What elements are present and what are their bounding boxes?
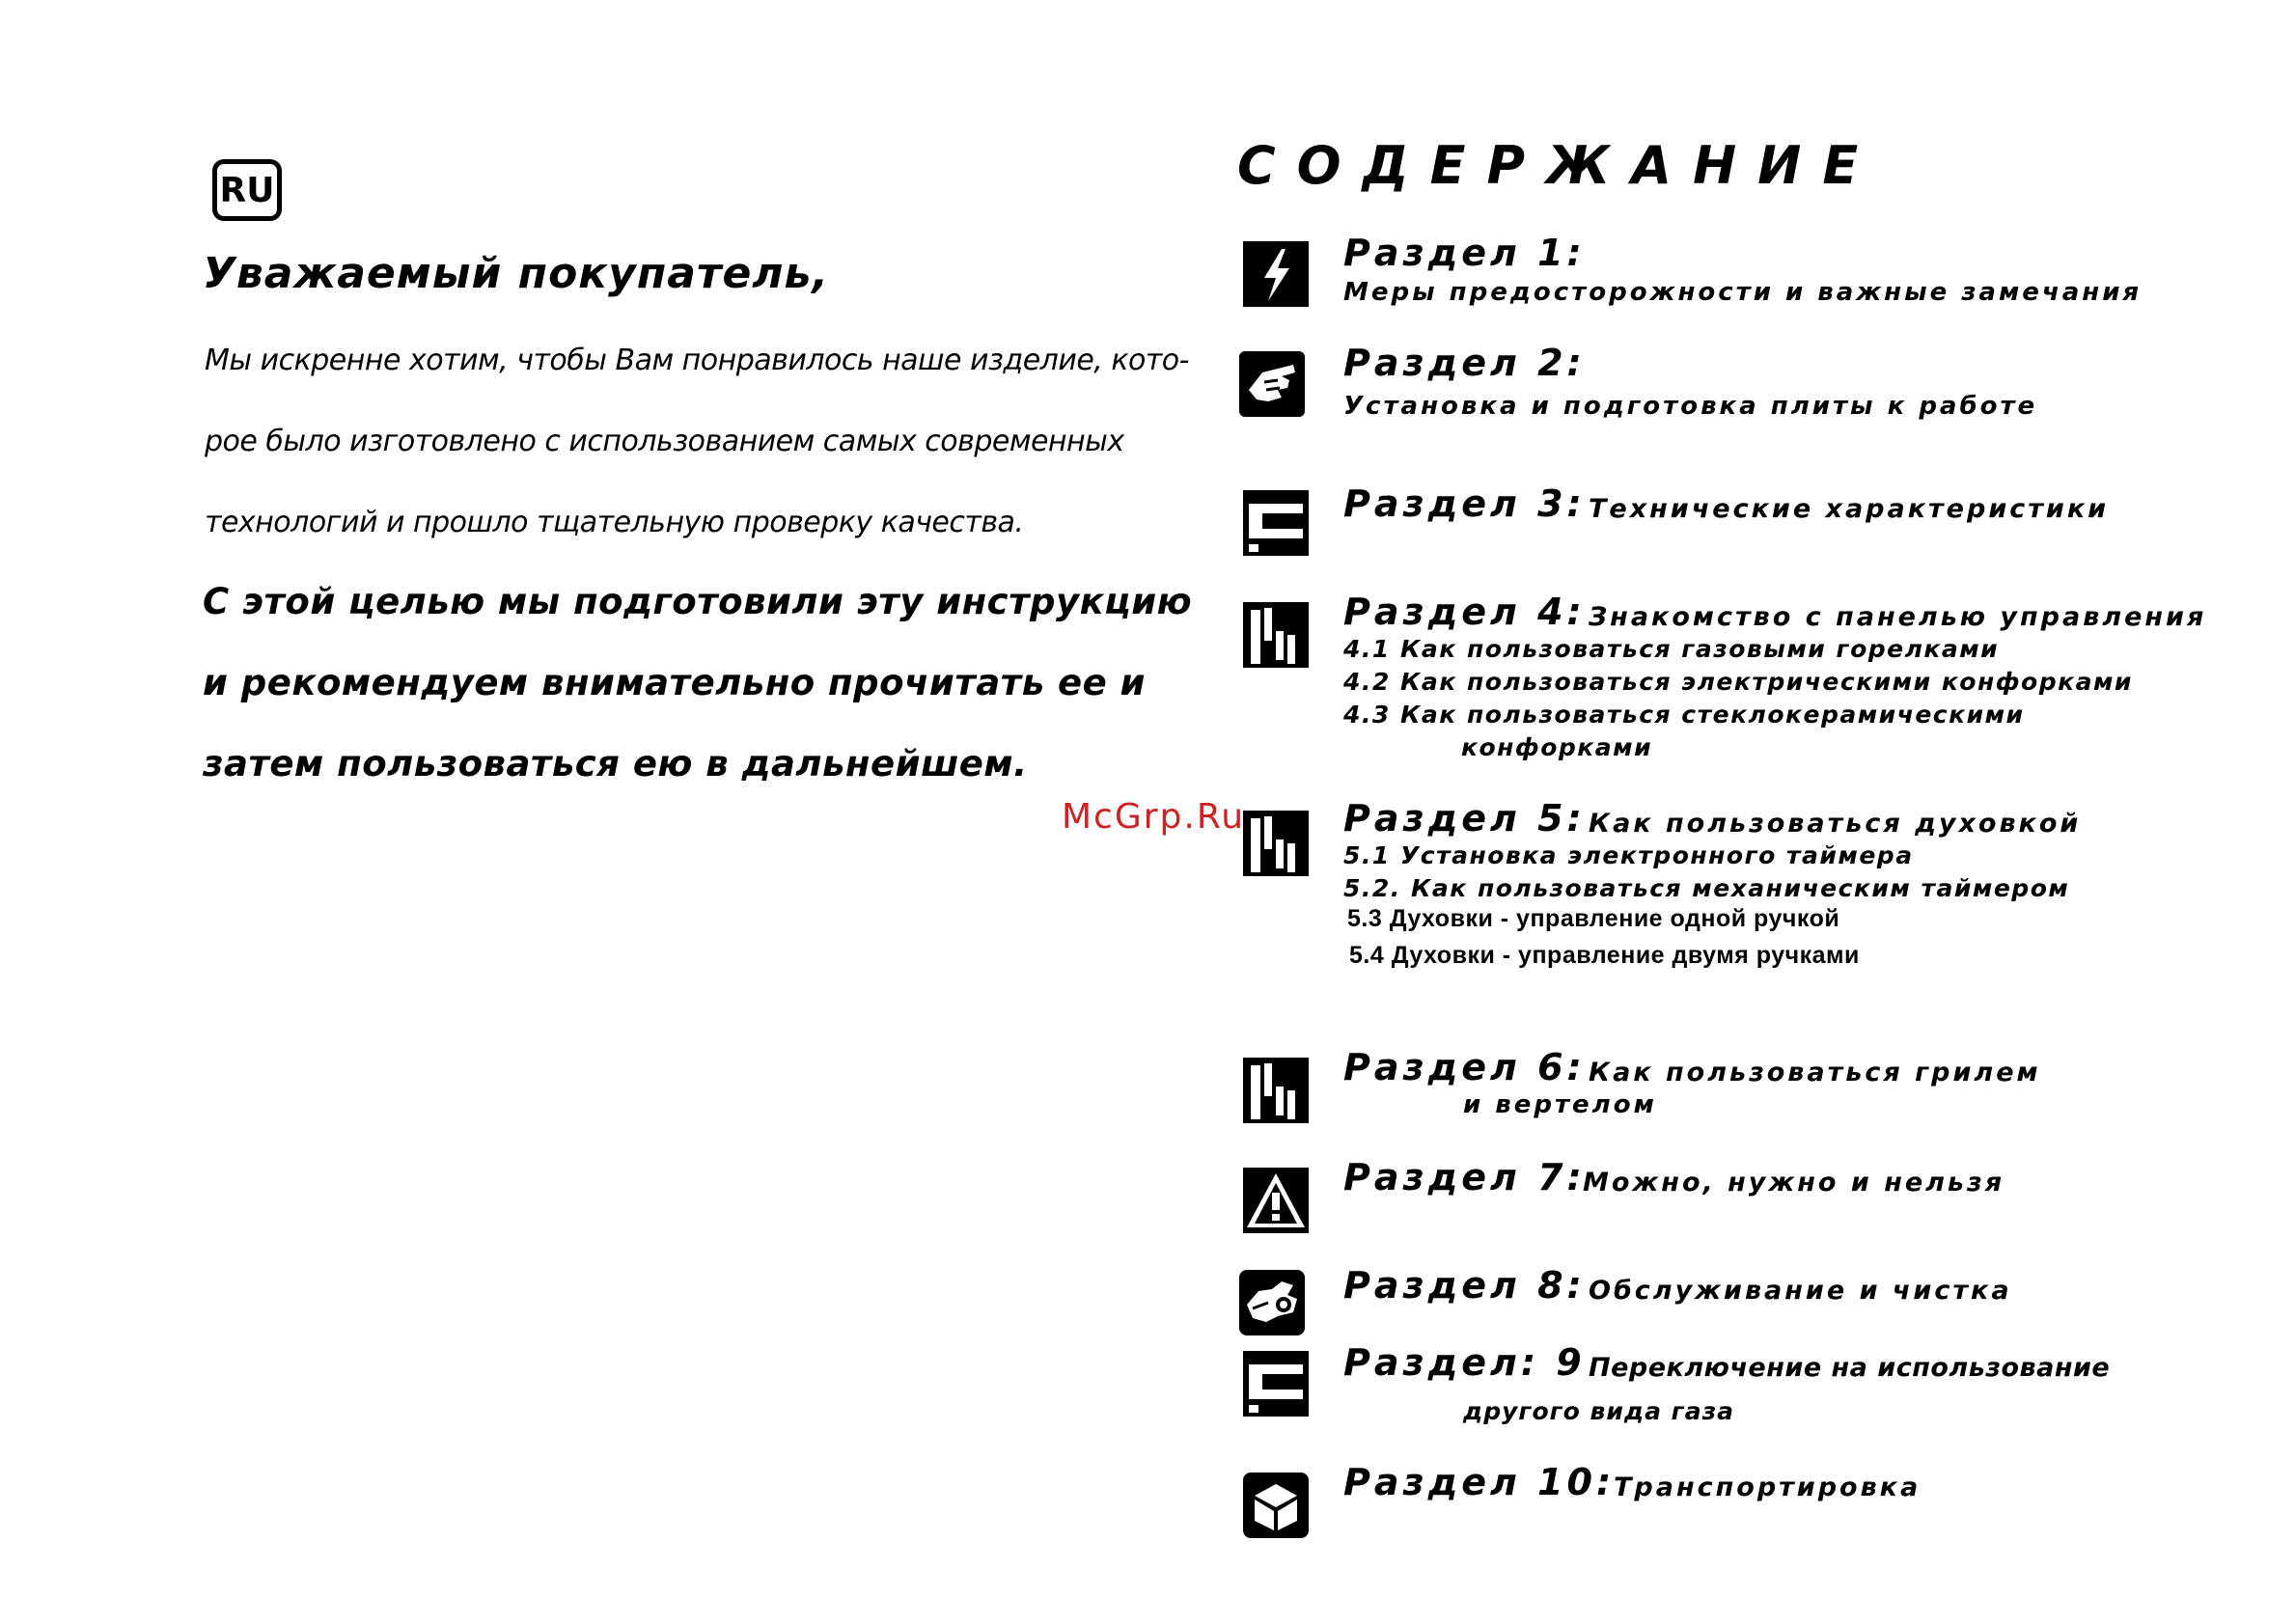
section-6-title: Как пользоваться грилем: [1589, 1058, 2041, 1087]
subsection-item: конфорками: [1461, 733, 1653, 761]
greeting: Уважаемый покупатель,: [203, 249, 830, 298]
section-3-heading: Раздел 3:: [1343, 482, 1586, 525]
section-10-title: Транспортировка: [1614, 1473, 1922, 1502]
hand-icon: [1239, 351, 1305, 417]
watermark: McGrp.Ru: [1062, 797, 1246, 837]
section-9-heading: Раздел: 9: [1343, 1341, 1586, 1384]
pointing-hand-icon: [1243, 811, 1309, 876]
section-5-heading: Раздел 5:: [1343, 797, 1586, 840]
intro-line: технологий и прошло тщательную проверку качества.: [205, 506, 1024, 539]
section-9-title-continued: другого вида газа: [1463, 1397, 1734, 1425]
section-2-heading: Раздел 2:: [1343, 342, 1586, 384]
section-6-title-continued: и вертелом: [1463, 1090, 1657, 1119]
section-3-title: Технические характеристики: [1589, 494, 2110, 524]
section-5-title: Как пользоваться духовкой: [1589, 809, 2082, 839]
section-8-heading: Раздел 8:: [1343, 1264, 1586, 1307]
technical-icon: [1243, 1351, 1309, 1417]
section-7-heading: Раздел 7:: [1343, 1156, 1586, 1198]
technical-icon: [1243, 490, 1309, 556]
section-7-title: Можно, нужно и нельзя: [1583, 1168, 2005, 1197]
emphasis-line: С этой целью мы подготовили эту инструкцию: [203, 581, 1193, 622]
warning-icon: [1243, 1168, 1309, 1233]
box-icon: [1243, 1473, 1309, 1538]
language-badge: RU: [212, 159, 282, 221]
lightning-icon: [1243, 241, 1309, 307]
subsection-item: 5.2. Как пользоваться механическим таймером: [1343, 874, 2070, 902]
subsection-item: 5.3 Духовки - управление одной ручкой: [1347, 905, 1840, 932]
section-4-heading: Раздел 4:: [1343, 591, 1586, 633]
subsection-item: 5.1 Установка электронного таймера: [1343, 841, 1914, 869]
intro-line: Мы искренне хотим, чтобы Вам понравилось наше изделие, кото-: [205, 344, 1189, 377]
section-9-title: Переключение на использование: [1589, 1353, 2111, 1383]
pointing-hand-icon: [1243, 1058, 1309, 1123]
emphasis-line: и рекомендуем внимательно прочитать ее и: [203, 662, 1146, 703]
section-1-description: Меры предосторожности и важные замечания: [1343, 278, 2143, 307]
cleaning-icon: [1239, 1270, 1305, 1335]
subsection-item: 4.2 Как пользоваться электрическими конфорками: [1343, 668, 2133, 696]
toc-title: СОДЕРЖАНИЕ: [1237, 135, 1880, 196]
subsection-item: 4.3 Как пользоваться стеклокерамическими: [1343, 701, 2025, 729]
intro-line: рое было изготовлено с использованием самых современных: [205, 425, 1124, 458]
section-8-title: Обслуживание и чистка: [1589, 1276, 2012, 1306]
subsection-item: 5.4 Духовки - управление двумя ручками: [1349, 942, 1860, 969]
section-4-title: Знакомство с панелью управления: [1589, 602, 2207, 632]
section-2-description: Установка и подготовка плиты к работе: [1343, 392, 2038, 421]
section-10-heading: Раздел 10:: [1343, 1461, 1616, 1503]
emphasis-line: затем пользоваться ею в дальнейшем.: [203, 743, 1028, 784]
section-1-heading: Раздел 1:: [1343, 232, 1586, 274]
section-6-heading: Раздел 6:: [1343, 1046, 1586, 1088]
pointing-hand-icon: [1243, 602, 1309, 668]
subsection-item: 4.1 Как пользоваться газовыми горелками: [1343, 635, 2000, 663]
